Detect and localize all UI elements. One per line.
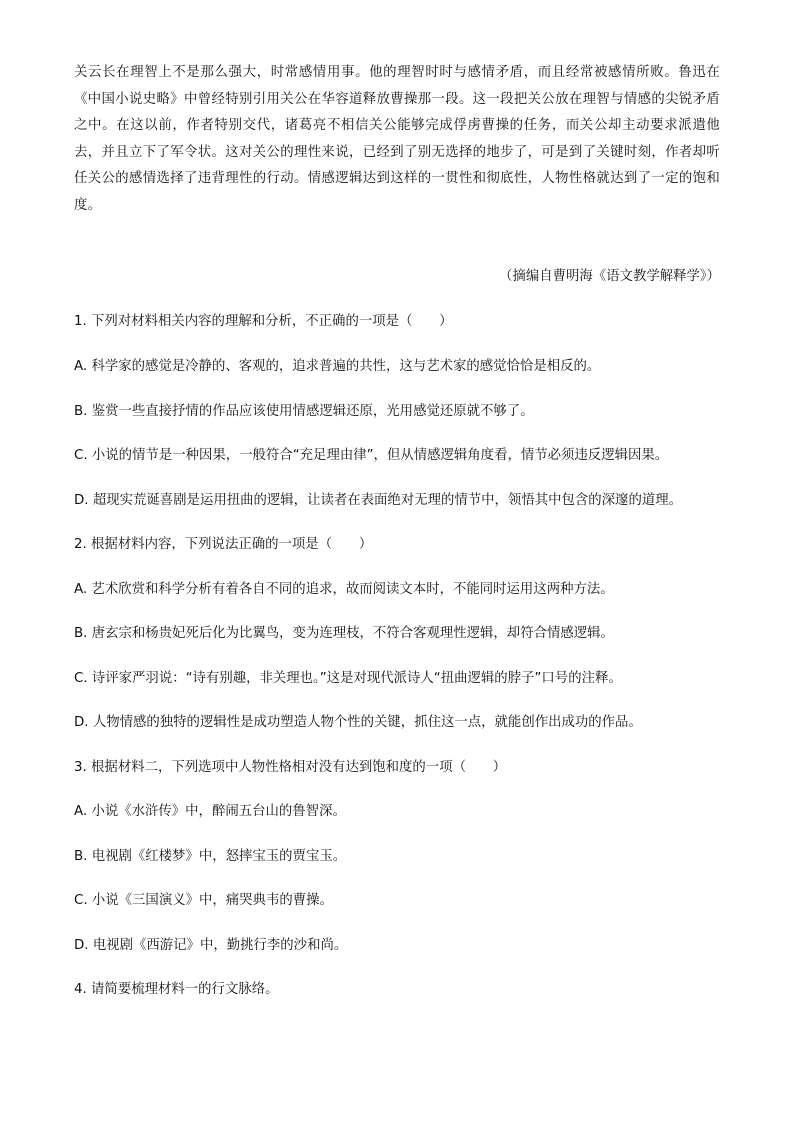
question-3-stem: 3. 根据材料二，下列选项中人物性格相对没有达到饱和度的一项（ ） — [74, 760, 507, 775]
question-1-option-b: B. 鉴赏一些直接抒情的作品应该使用情感逻辑还原，光用感觉还原就不够了。 — [74, 404, 534, 419]
question-1-option-d: D. 超现实荒诞喜剧是运用扭曲的逻辑，让读者在表面绝对无理的情节中，领悟其中包含的深邃的道理。 — [74, 493, 683, 508]
question-2-option-b: B. 唐玄宗和杨贵妃死后化为比翼鸟，变为连理枝，不符合客观理性逻辑，却符合情感逻辑。 — [74, 626, 614, 641]
question-1-stem: 1. 下列对材料相关内容的理解和分析，不正确的一项是（ ） — [74, 314, 453, 329]
question-2-option-c: C. 诗评家严羽说：“诗有别趣，非关理也。”这是对现代派诗人“扭曲逻辑的脖子”口号的注释。 — [74, 671, 622, 686]
question-1-option-a: A. 科学家的感觉是冷静的、客观的，追求普遍的共性，这与艺术家的感觉恰恰是相反的。 — [74, 359, 601, 374]
question-2-option-a: A. 艺术欣赏和科学分析有着各自不同的追求，故而阅读文本时，不能同时运用这两种方法。 — [74, 582, 614, 597]
question-3-option-c: C. 小说《三国演义》中，痛哭典韦的曹操。 — [74, 893, 333, 908]
question-4-stem: 4. 请简要梳理材料一的行文脉络。 — [74, 982, 279, 997]
passage-paragraph: 关云长在理智上不是那么强大，时常感情用事。他的理智时时与感情矛盾，而且经常被感情所败。鲁迅在《中国小说史略》中曾经特别引用关公在华容道释放曹操那一段。这一段把关公放在理智与情感的尖锐矛盾之中。在这以前，作者特别交代，诸葛亮不相信关公能够完成俘虏曹操的任务，而关公却主动要求派遣他去，并且立下了军令状。这对关公的理性来说，已经到了别无选择的地步了，可是到了关键时刻，作者却听任关公的感情选择了违背理性的行动。情感逻辑达到这样的一贯性和彻底性，人物性格就达到了一定的饱和度。 — [74, 65, 720, 213]
question-3-option-d: D. 电视剧《西游记》中，勤挑行李的沙和尚。 — [74, 938, 348, 953]
question-1-option-c: C. 小说的情节是一种因果，一般符合“充足理由律”，但从情感逻辑角度看，情节必须违反逻辑因果。 — [74, 448, 669, 463]
question-3-option-b: B. 电视剧《红楼梦》中，怒摔宝玉的贾宝玉。 — [74, 849, 347, 864]
source-citation: （摘编自曹明海《语文教学解释学》） — [499, 269, 720, 284]
question-3-option-a: A. 小说《水浒传》中，醉闹五台山的鲁智深。 — [74, 804, 346, 819]
reading-passage — [74, 60, 720, 220]
question-2-option-d: D. 人物情感的独特的逻辑性是成功塑造人物个性的关键，抓住这一点，就能创作出成功的作品。 — [74, 715, 642, 730]
question-2-stem: 2. 根据材料内容，下列说法正确的一项是（ ） — [74, 537, 373, 552]
